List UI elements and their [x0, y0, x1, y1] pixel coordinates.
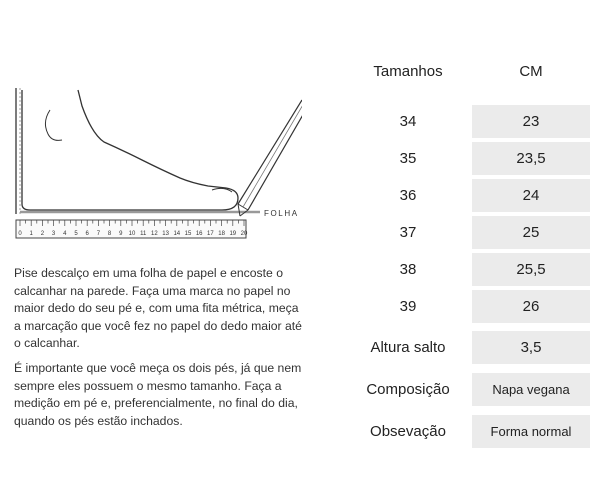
heel-height-label: Altura salto [370, 339, 446, 356]
size-value: 25 [472, 216, 590, 249]
paper-label: FOLHA [264, 209, 299, 218]
heel-height-row [0, 331, 600, 365]
size-label: 35 [399, 150, 417, 167]
size-row [0, 253, 600, 287]
ruler-label: 11 [140, 231, 147, 237]
size-value: 23 [472, 105, 590, 138]
ruler-label: 6 [85, 231, 89, 237]
observation-row [0, 415, 600, 449]
composition-label: Composição [366, 381, 450, 398]
size-row [0, 290, 600, 324]
size-value: 24 [472, 179, 590, 212]
ruler-label: 20 [240, 231, 248, 237]
header-cm: CM [519, 63, 543, 80]
ruler-label: 17 [207, 231, 214, 237]
size-row [0, 179, 600, 213]
ruler-label: 14 [173, 231, 181, 237]
size-label: 34 [399, 113, 417, 130]
observation-value: Forma normal [472, 415, 590, 448]
composition-value: Napa vegana [472, 373, 590, 406]
instructions-paragraph-2: É importante que você meça os dois pés, já que nem sempre eles possuem o mesmo tamanho. Faça a medição em pé e, preferencialmente, no final do dia, quando os pés estão inchados. [14, 360, 302, 428]
size-value: 25,5 [472, 253, 590, 286]
ruler-label: 4 [63, 231, 67, 237]
size-row [0, 105, 600, 139]
composition-row [0, 373, 600, 407]
ruler-label: 10 [128, 231, 136, 237]
ruler-label: 18 [218, 231, 225, 237]
ruler-label: 1 [29, 231, 33, 237]
ruler-label: 7 [96, 231, 101, 237]
size-row [0, 216, 600, 250]
ruler-label: 13 [162, 231, 169, 237]
ruler-label: 0 [18, 231, 22, 237]
size-label: 37 [399, 224, 417, 241]
ruler-label: 2 [40, 231, 45, 237]
ruler-label: 9 [119, 231, 123, 237]
instructions-paragraph-1: Pise descalço em uma folha de papel e encoste o calcanhar na parede. Faça uma marca no papel no maior dedo do seu pé e, com uma fita métrica, meça a marcação que você fez no papel do dedo maior até o calcanhar. [14, 266, 302, 351]
ruler-label: 3 [51, 231, 56, 237]
size-label: 39 [399, 298, 417, 315]
ruler-label: 15 [184, 231, 192, 237]
header-sizes: Tamanhos [373, 63, 443, 80]
ruler-label: 5 [74, 231, 78, 237]
ruler-label: 8 [107, 231, 112, 237]
size-value: 26 [472, 290, 590, 323]
size-value: 23,5 [472, 142, 590, 175]
heel-height-value: 3,5 [472, 331, 590, 364]
size-row [0, 142, 600, 176]
ruler-label: 16 [195, 231, 203, 237]
size-label: 36 [399, 187, 417, 204]
ruler-label: 19 [229, 231, 237, 237]
ruler-label: 12 [151, 231, 158, 237]
size-label: 38 [399, 261, 417, 278]
observation-label: Obsevação [370, 423, 446, 440]
